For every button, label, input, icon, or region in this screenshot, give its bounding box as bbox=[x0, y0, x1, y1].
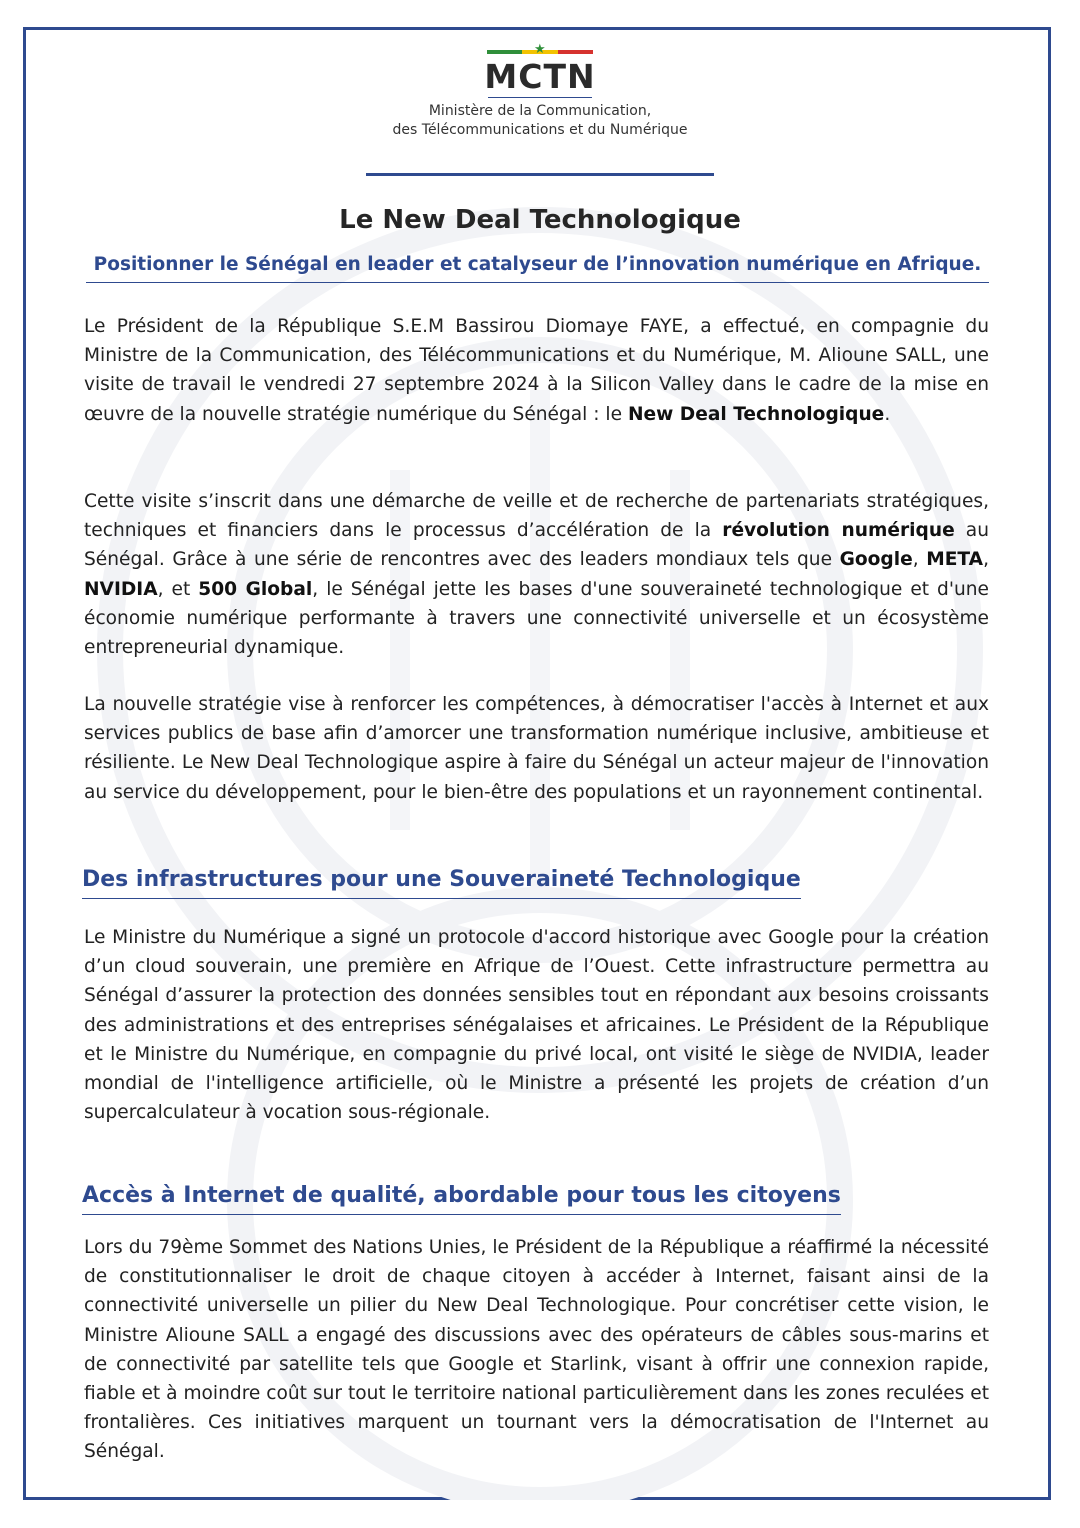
logo-underline bbox=[488, 97, 592, 98]
paragraph-visit: Cette visite s’inscrit dans une démarche de veille et de recherche de partenariats stratégiques, techniques et financiers dans le processus d’accélération de la révolution numérique au Sénégal. Grâce à une série de rencontres avec des leaders mondiaux tels que Google, META, NVIDIA, et 500 Global, le Sénégal jette les bases d'une souveraineté technologique et d'une économie numérique performante à travers une connectivité universelle et un écosystème entrepreneurial dynamique. bbox=[84, 491, 989, 659]
header-divider bbox=[366, 173, 714, 176]
ministry-header bbox=[0, 42, 1080, 176]
ministry-line-2: des Télécommunications et du Numérique bbox=[392, 122, 688, 138]
ministry-line-1: Ministère de la Communication, bbox=[428, 103, 652, 119]
paragraph-strategy: La nouvelle stratégie vise à renforcer les compétences, à démocratiser l'accès à Internet et aux services publics de base afin d’amorcer une transformation numérique inclusive, ambitieuse et résiliente. Le New Deal Technologique aspire à faire du Sénégal un acteur majeur de l'innovation au service du développement, pour le bien-être des populations et un rayonnement continental. bbox=[84, 694, 989, 803]
document-title: Le New Deal Technologique bbox=[339, 205, 741, 235]
ministry-name bbox=[0, 102, 1080, 140]
paragraph-infrastructures: Le Ministre du Numérique a signé un protocole d'accord historique avec Google pour la création d’un cloud souverain, une première en Afrique de l’Ouest. Cette infrastructure permettra au Sénégal d’assurer la protection des données sensibles tout en répondant aux besoins croissants des administrations et des entreprises sénégalaises et africaines. Le Président de la République et le Ministre du Numérique, en compagnie du privé local, ont visité le siège de NVIDIA, leader mondial de l'intelligence artificielle, où le Ministre a présenté les projets de création d’un supercalculateur à vocation sous-régionale. bbox=[84, 927, 989, 1124]
logo: MCTN bbox=[484, 57, 596, 96]
paragraph-internet-access: Lors du 79ème Sommet des Nations Unies, le Président de la République a réaffirmé la nécessité de constitutionnaliser le droit de chaque citoyen à accéder à Internet, faisant ainsi de la connectivité universelle un pilier du New Deal Technologique. Pour concrétiser cette vision, le Ministre Alioune SALL a engagé des discussions avec des opérateurs de câbles sous-marins et de connectivité par satellite tels que Google et Starlink, visant à offrir une connexion rapide, fiable et à moindre coût sur tout le territoire national particulièrement dans les zones reculées et frontalières. Ces initiatives marquent un tournant vers la démocratisation de l'Internet au Sénégal. bbox=[84, 1237, 989, 1463]
paragraph-intro: Le Président de la République S.E.M Bassirou Diomaye FAYE, a effectué, en compagnie du Ministre de la Communication, des Télécommunications et du Numérique, M. Alioune SALL, une visite de travail le vendredi 27 septembre 2024 à la Silicon Valley dans le cadre de la mise en œuvre de la nouvelle stratégie numérique du Sénégal : le New Deal Technologique. bbox=[84, 316, 989, 425]
document-subtitle: Positionner le Sénégal en leader et catalyseur de l’innovation numérique en Afrique. bbox=[86, 254, 989, 283]
section-heading-internet-access: Accès à Internet de qualité, abordable pour tous les citoyens bbox=[82, 1183, 841, 1215]
section-heading-infrastructures: Des infrastructures pour une Souveraineté Technologique bbox=[82, 867, 801, 899]
senegal-flag-icon: ★ bbox=[487, 50, 593, 54]
